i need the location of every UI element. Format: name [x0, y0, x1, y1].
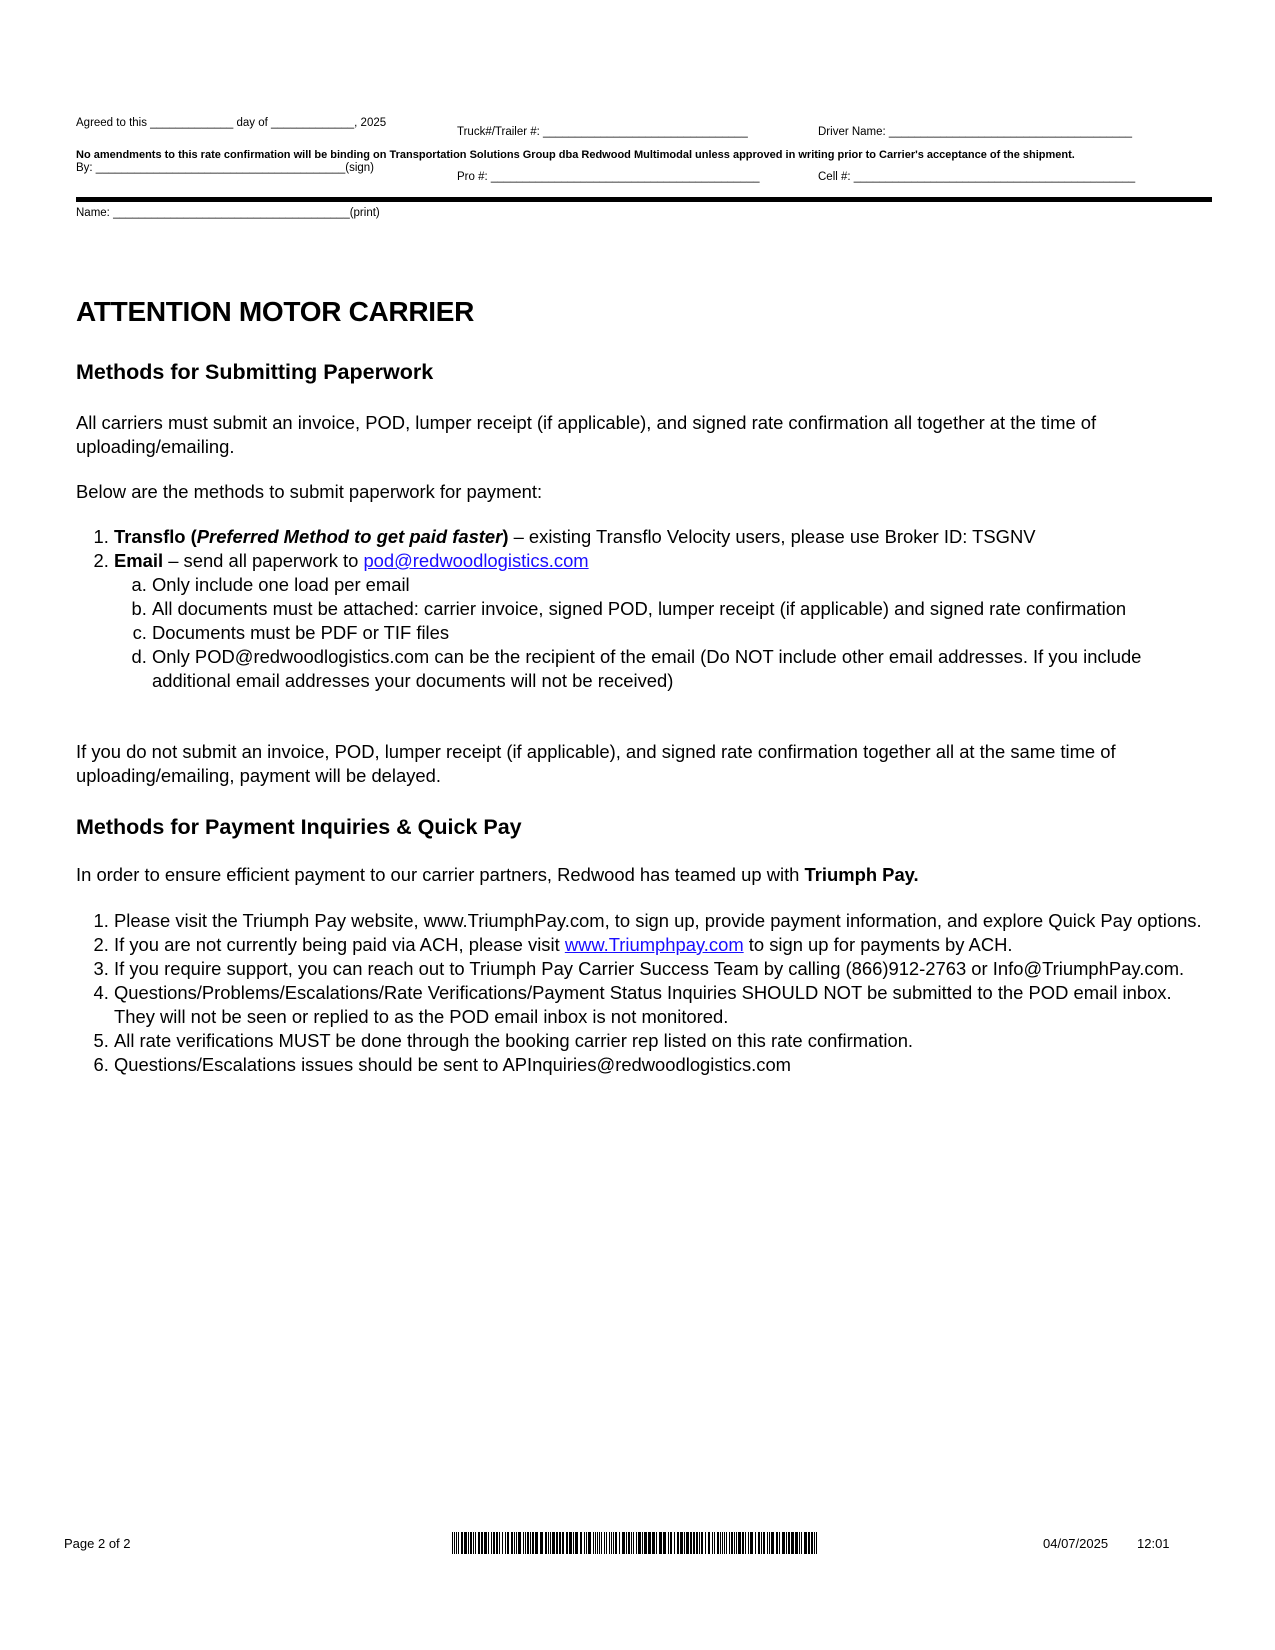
print-name-line: Name: _____________________________________(print): [76, 207, 380, 219]
print-date: 04/07/2025: [1043, 1536, 1109, 1551]
list-item: b. All documents must be attached: carrier invoice, signed POD, lumper receipt (if applicable) and signed rate confirmation: [152, 597, 1212, 621]
barcode: [452, 1532, 818, 1554]
list-item: d. Only POD@redwoodlogistics.com can be the recipient of the email (Do NOT include other email addresses. If you include additional email addresses your documents will not be received): [152, 645, 1212, 693]
triumph-pay-name: Triumph Pay.: [804, 864, 919, 885]
email-text: – send all paperwork to: [163, 550, 364, 571]
transflo-label: Transflo (Preferred Method to get paid faster): [114, 526, 509, 547]
page-number: Page 2 of 2: [64, 1536, 131, 1551]
truck-trailer-line: Truck#/Trailer #: ________________________________: [457, 126, 748, 138]
sign-line: By: _______________________________________(sign): [76, 162, 375, 174]
divider-rule: [76, 197, 1212, 202]
list-item: 1. Please visit the Triumph Pay website, www.TriumphPay.com, to sign up, provide payment information, and explore Quick Pay options.: [114, 909, 1212, 933]
email-label: Email: [114, 550, 164, 571]
page-title: ATTENTION MOTOR CARRIER: [76, 296, 475, 327]
paperwork-methods-intro: Below are the methods to submit paperwork for payment:: [76, 481, 543, 502]
amendment-notice: No amendments to this rate confirmation will be binding on Transportation Solutions Group dba Redwood Multimodal unless approved in writing prior to Carrier's acceptance of the shipment.: [76, 149, 1075, 161]
list-item: 5. All rate verifications MUST be done through the booking carrier rep listed on this rate confirmation.: [114, 1029, 1212, 1053]
print-time: 12:01: [1137, 1536, 1170, 1551]
list-item: [114, 525, 1212, 549]
driver-name-line: Driver Name: ______________________________________: [818, 126, 1132, 138]
list-item: c. Documents must be PDF or TIF files: [152, 621, 1212, 645]
payment-delay-note: If you do not submit an invoice, POD, lumper receipt (if applicable), and signed rate confirmation together all at the same time of uploading/emailing, payment will be delayed.: [76, 741, 1116, 786]
list-item: 4. Questions/Problems/Escalations/Rate Verifications/Payment Status Inquiries SHOULD NOT be submitted to the POD email inbox. They will not be seen or replied to as the POD email inbox is not monitored.: [114, 981, 1212, 1029]
email-requirements-list: [114, 573, 1212, 693]
paperwork-intro: All carriers must submit an invoice, POD, lumper receipt (if applicable), and signed rate confirmation all together at the time of uploading/emailing.: [76, 412, 1097, 457]
list-item: [114, 549, 1212, 693]
payment-heading: Methods for Payment Inquiries & Quick Pay: [76, 815, 522, 839]
triumphpay-link[interactable]: www.Triumphpay.com: [564, 934, 744, 955]
list-item: 3. If you require support, you can reach out to Triumph Pay Carrier Success Team by calling (866)912-2763 or Info@TriumphPay.com.: [114, 957, 1212, 981]
list-item: 6. Questions/Escalations issues should be sent to APInquiries@redwoodlogistics.com: [114, 1053, 1212, 1077]
pod-email-link[interactable]: pod@redwoodlogistics.com: [363, 550, 589, 571]
list-item: a. Only include one load per email: [152, 573, 1212, 597]
pro-number-line: Pro #: __________________________________________: [457, 171, 760, 183]
transflo-text: – existing Transflo Velocity users, please use Broker ID: TSGNV: [508, 526, 1036, 547]
agreed-line: Agreed to this _____________ day of _____________, 2025: [76, 117, 387, 129]
list-item: 2. If you are not currently being paid via ACH, please visit www.Triumphpay.com to sign up for payments by ACH.: [114, 933, 1212, 957]
cell-number-line: Cell #: ____________________________________________: [818, 171, 1136, 183]
payment-intro: In order to ensure efficient payment to our carrier partners, Redwood has teamed up with Triumph Pay.: [76, 864, 919, 885]
paperwork-methods-list: [76, 525, 1212, 693]
paperwork-heading: Methods for Submitting Paperwork: [76, 360, 434, 384]
payment-methods-list: [76, 909, 1212, 1077]
